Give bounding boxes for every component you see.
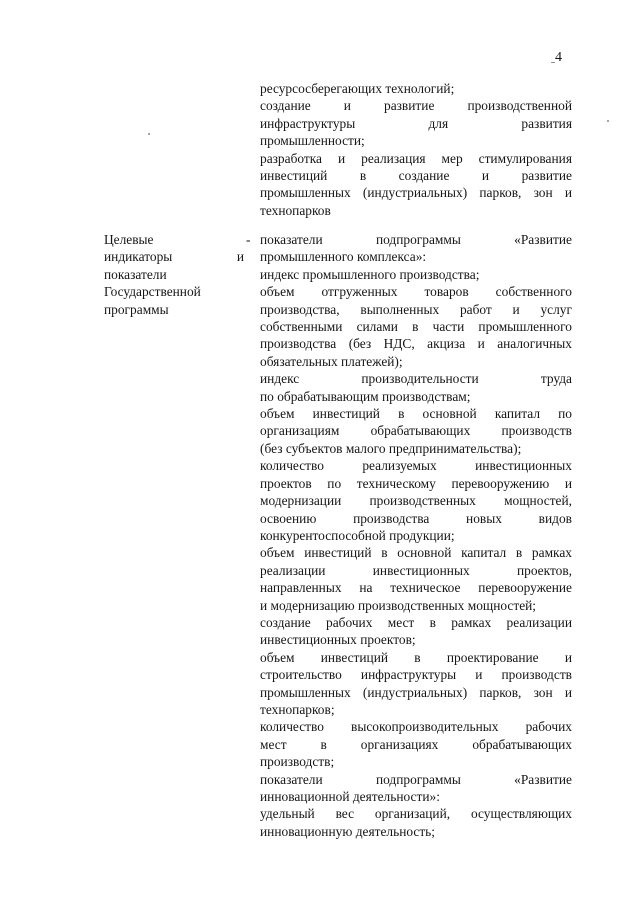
indicator-item-line: технопарков; — [260, 701, 335, 717]
indicator-item-line: проектов по техническому перевооружению и — [260, 475, 572, 491]
indicator-item-line: показатели подпрограммы «Развитие — [260, 771, 572, 787]
section-label-line: Государственной — [104, 284, 201, 300]
scan-speck — [607, 120, 609, 122]
indicator-item-line: объем отгруженных товаров собственного — [260, 284, 572, 300]
indicator-item-line: количество реализуемых инвестиционных — [260, 458, 572, 474]
section-label-line: программы — [104, 301, 169, 317]
indicator-item-line: промышленных (индустриальных) парков, зон и — [260, 684, 572, 700]
indicator-item-line: промышленного комплекса»: — [260, 249, 427, 265]
page-number: 4 — [555, 50, 562, 65]
continued-item-line: технопарков — [260, 202, 331, 218]
indicator-item-line: индекс производительности труда — [260, 371, 572, 387]
scan-speck — [148, 133, 150, 135]
continued-item-line: инфраструктуры для развития — [260, 115, 572, 131]
indicator-item-line: производства, выполненных работ и услуг — [260, 301, 572, 317]
indicator-item-line: модернизации производственных мощностей, — [260, 493, 572, 509]
indicator-item-line: инновационной деятельности»: — [260, 789, 440, 804]
continued-items-block — [260, 80, 572, 219]
indicator-item-line: освоению производства новых видов — [260, 510, 572, 526]
indicator-item-line: направленных на техническое перевооружение — [260, 580, 572, 596]
indicator-item-line: и модернизацию производственных мощностей; — [260, 597, 537, 613]
section-label-line: Целевые — [104, 232, 154, 247]
indicator-item-line: производства (без НДС, акциза и аналогичных — [260, 336, 572, 352]
indicator-item-line: инвестиционных проектов; — [260, 632, 416, 648]
indicator-item-line: мест в организациях обрабатывающих — [260, 736, 572, 752]
indicator-item-line: индекс промышленного производства; — [260, 266, 480, 282]
scan-speck — [551, 62, 555, 63]
continued-item-line: инвестиций в создание и развитие — [260, 168, 572, 184]
indicator-item-line: обязательных платежей); — [260, 353, 403, 369]
indicator-item-line: удельный вес организаций, осуществляющих — [260, 806, 572, 822]
indicator-item-line: (без субъектов малого предпринимательства); — [260, 440, 522, 456]
continued-item-line: промышленных (индустриальных) парков, зон и — [260, 185, 572, 201]
section-label — [104, 231, 252, 318]
indicator-item-line: объем инвестиций в проектирование и — [260, 649, 572, 665]
indicator-item-line: конкурентоспособной продукции; — [260, 527, 455, 543]
indicator-item-line: по обрабатывающим производствам; — [260, 388, 471, 404]
indicators-block — [260, 231, 572, 840]
indicator-item-line: собственными силами в части промышленного — [260, 319, 572, 335]
indicator-item-line: объем инвестиций в основной капитал по — [260, 406, 572, 422]
indicator-item-line: создание рабочих мест в рамках реализации — [260, 614, 572, 630]
label-dash: - — [246, 232, 251, 247]
continued-item-line: ресурсосберегающих технологий; — [260, 81, 455, 96]
indicator-item-line: инновационную деятельность; — [260, 823, 436, 839]
indicator-item-line: производств; — [260, 754, 335, 770]
indicator-item-line: организациям обрабатывающих производств — [260, 423, 572, 439]
section-label-line: показатели — [104, 266, 167, 282]
continued-item-line: промышленности; — [260, 133, 365, 149]
indicator-item-line: объем инвестиций в основной капитал в рамках — [260, 545, 572, 561]
indicator-item-line: показатели подпрограммы «Развитие — [260, 232, 572, 247]
continued-item-line: создание и развитие производственной — [260, 98, 572, 114]
indicator-item-line: количество высокопроизводительных рабочих — [260, 719, 572, 735]
continued-item-line: разработка и реализация мер стимулирования — [260, 150, 572, 166]
indicator-item-line: реализации инвестиционных проектов, — [260, 562, 572, 578]
indicator-item-line: строительство инфраструктуры и производств — [260, 667, 572, 683]
section-label-line: индикаторы и — [104, 249, 244, 265]
